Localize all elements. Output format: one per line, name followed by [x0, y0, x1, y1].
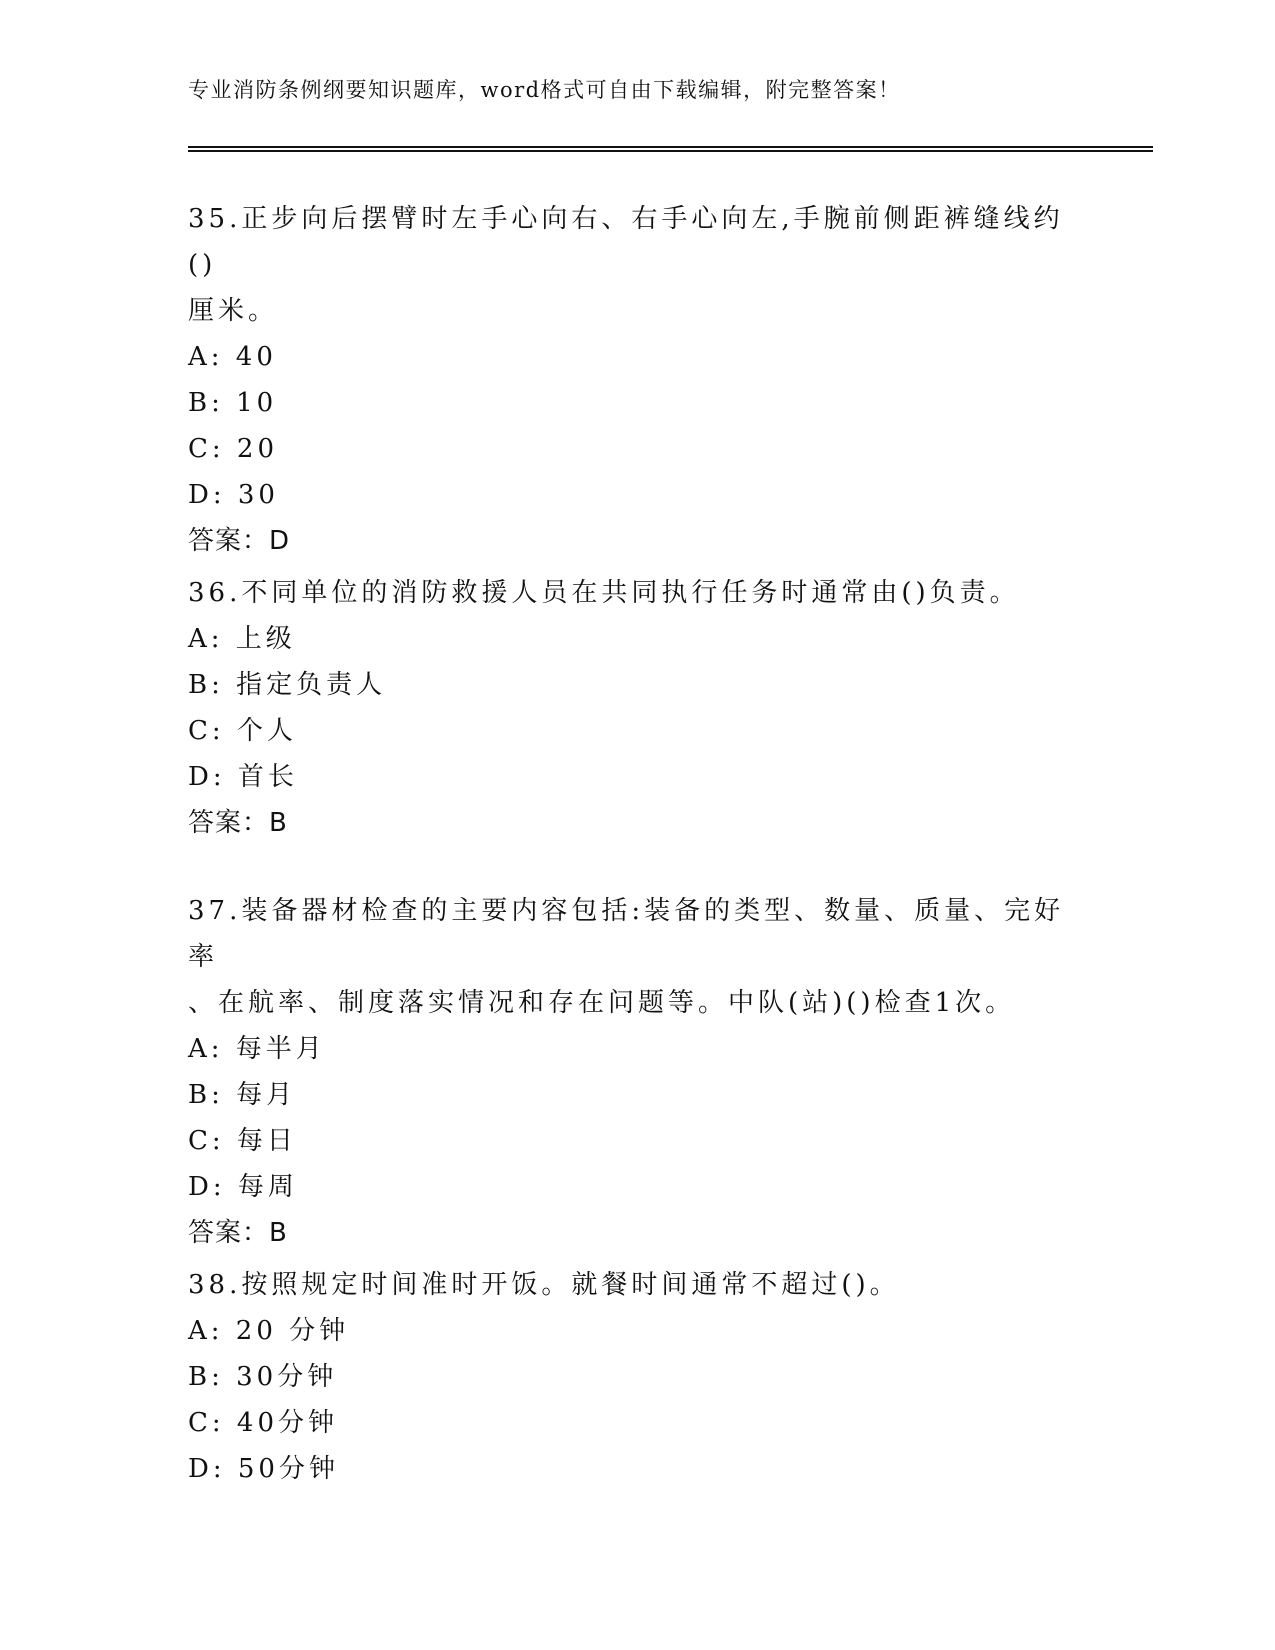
question-38 — [188, 1262, 1088, 1492]
answer: 答案：B — [188, 808, 288, 838]
option-a: A: 上级 — [188, 624, 296, 654]
option-d: D: 30 — [188, 480, 279, 510]
option-c: C: 个人 — [188, 716, 297, 746]
option-a: A: 每半月 — [188, 1034, 326, 1064]
option-d: D: 首长 — [188, 762, 298, 792]
question-35 — [188, 196, 1088, 564]
page-header: 专业消防条例纲要知识题库，word格式可自由下载编辑，附完整答案！ — [188, 78, 901, 102]
option-b: B: 每月 — [188, 1080, 297, 1110]
option-c: C: 40分钟 — [188, 1408, 339, 1438]
question-36 — [188, 570, 1088, 846]
question-text: 36.不同单位的消防救援人员在共同执行任务时通常由()负责。 — [188, 578, 1020, 608]
option-d: D: 每周 — [188, 1172, 298, 1202]
option-a: A: 20 分钟 — [188, 1316, 350, 1346]
option-b: B: 30分钟 — [188, 1362, 338, 1392]
question-text: 35.正步向后摆臂时左手心向右、右手心向左,手腕前侧距裤缝线约() — [188, 204, 1064, 280]
option-a: A: 40 — [188, 342, 277, 372]
question-text: 38.按照规定时间准时开饭。就餐时间通常不超过()。 — [188, 1270, 900, 1300]
answer: 答案：B — [188, 1218, 288, 1248]
option-d: D: 50分钟 — [188, 1454, 339, 1484]
option-b: B: 10 — [188, 388, 278, 418]
answer: 答案：D — [188, 526, 291, 556]
option-b: B: 指定负责人 — [188, 670, 387, 700]
question-text-continued: 厘米。 — [188, 296, 279, 326]
header-divider — [188, 146, 1153, 152]
question-37 — [188, 888, 1088, 1256]
option-c: C: 20 — [188, 434, 279, 464]
question-text: 37.装备器材检查的主要内容包括:装备的类型、数量、质量、完好率 — [188, 896, 1065, 972]
question-text-continued: 、在航率、制度落实情况和存在问题等。中队(站)()检查1次。 — [188, 988, 1016, 1018]
option-c: C: 每日 — [188, 1126, 297, 1156]
